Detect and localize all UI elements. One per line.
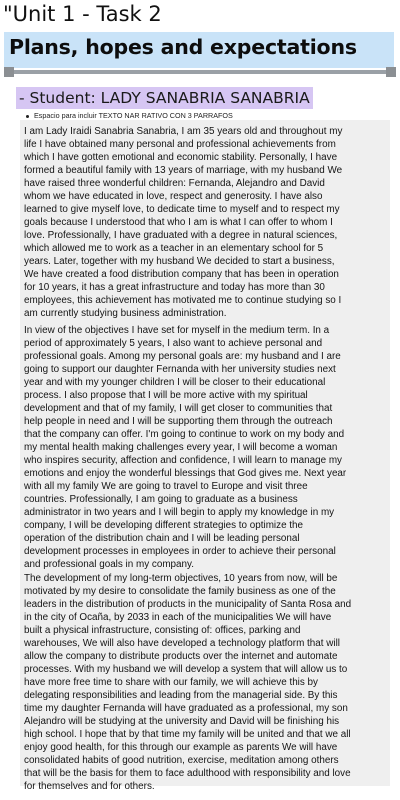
student-label: - Student: LADY SANABRIA SANABRIA <box>16 87 313 109</box>
unit-title: "Unit 1 - Task 2 <box>3 2 162 26</box>
title-underline <box>8 70 386 74</box>
rule-cap-left <box>4 67 14 77</box>
rule-cap-right <box>386 67 396 77</box>
bullet-icon <box>26 115 29 118</box>
instruction-note-text: Espacio para incluir TEXTO NAR RATIVO CON 3 PARRAFOS <box>34 111 233 120</box>
instruction-note <box>26 111 233 120</box>
paragraph-present: I am Lady Iraidi Sanabria Sanabria, I am 35 years old and throughout my life I have obtained many personal and professional achievements from which I have gotten emotional and economic stability. Personally, I have formed a beautiful family with 13 years of marriage, with my husband We have raised three wonderful children: Fernanda, Alejandro and David whom we have educated in love, respect and generosity. I have also learned to give myself love, to dedicate time to myself and to respect my goals because I understood that who I am is what I can offer to whom I love. Professionally, I have graduated with a degree in natural sciences, which allowed me to work as a teacher in an elementary school for 5 years. Later, together with my husband We decided to start a business, We have created a food distribution company that has been in operation for 10 years, it has a great infrastructure and today has more than 30 employees, this achievement has motivated me to continue studying so I am currently studying business administration. <box>24 126 343 320</box>
page-title: Plans, hopes and expectations <box>9 35 357 59</box>
paragraph-long-term: The development of my long-term objectives, 10 years from now, will be motivated by my desire to consolidate the family business as one of the leaders in the distribution of products in the municipality of Santa Rosa and in the city of Ocaña, by 2033 in each of the municipalities We will have built a physical infrastructure, consisting of: offices, parking and warehouses, We will also have developed a technology platform that will allow the company to distribute products over the internet and automate processes. With my husband we will develop a system that will allow us to have more free time to share with our family, we will achieve this by delegating responsibilities and leading from the managerial side. By this time my daughter Fernanda will have graduated as a professional, my son Alejandro will be studying at the university and David will be finishing his high school. I hope that by that time my family will be united and that we all enjoy good health, for this through our example as parents We will have consolidated habits of good nutrition, exercise, meditation among others that will be the basis for them to face adulthood with responsibility and love for themselves and for others. <box>24 573 352 793</box>
paragraph-medium-term: In view of the objectives I have set for myself in the medium term. In a period of approximately 5 years, I also want to achieve personal and professional goals. Among my personal goals are: my husband and I are going to support our daughter Fernanda with her university studies next year and with my younger children I will be closer to their educational process. I also propose that I will be more active with my spiritual development and that of my family, I will get closer to communities that help people in need and I will be supporting them through the outreach that the company can offer. I'm going to continue to work on my body and my mental health making challenges every year, I will become a woman who inspires security, affection and confidence, I will learn to manage my emotions and enjoy the wonderful blessings that God gives me. Next year with all my family We are going to travel to Europe and visit three countries. Professionally, I am going to graduate as a business administrator in two years and I will begin to apply my knowledge in my company, I will be developing different strategies to optimize the operation of the distribution chain and I will be leading personal development processes in employees in order to achieve their personal and professional goals in my company. <box>24 325 347 571</box>
